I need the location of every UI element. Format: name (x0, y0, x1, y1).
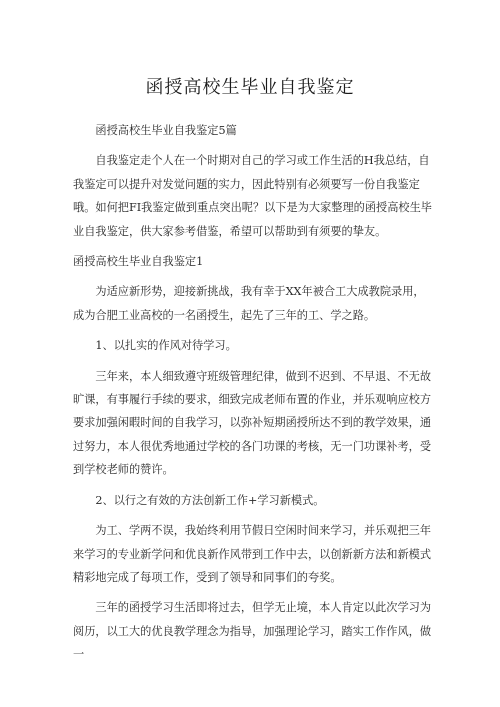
paragraph: 三年的函授学习生活即将过去，但学无止境，本人肯定以此次学习为阅历，以工大的优良教学理念为指导，加强理论学习，踏实工作作风，做一 (73, 601, 432, 662)
point-heading-2: 2、以行之有效的方法创新工作+学习新模式。 (95, 493, 325, 507)
paragraph: 三年来，本人细致遵守班级管理纪律，做到不迟到、不早退、不无故旷课，有事履行手续的要求，细致完成老师布置的作业，并乐观响应校方要求加强闲暇时间的自我学习，以弥补短期函授所达不到的教学效果，通过努力，本人很优秀地通过学校的各门功课的考核，无一门功课补考，受到学校老师的赞许。 (73, 369, 432, 477)
intro-paragraph: 自我鉴定走个人在一个时期对自己的学习或工作生活的H我总结，自我鉴定可以提升对发觉问题的实力，因此特别有必须要写一份自我鉴定哦。如何把FI我鉴定做到重点突出呢？以下是为大家整理的函授高校生毕业自我鉴定，供大家参考借鉴，希望可以帮助到有须要的挚友。 (73, 154, 432, 238)
paragraph: 为工、学两不误，我始终利用节假日空闲时间来学习，并乐观把三年来学习的专业新学问和优良新作风带到工作中去，以创新新方法和新模式精彩地完成了每项工作，受到了领导和同事们的夸奖。 (73, 524, 432, 584)
point-heading-1: 1、以扎实的作风对待学习。 (95, 339, 237, 353)
document-body (73, 119, 433, 674)
paragraph: 为适应新形势，迎接新挑战，我有幸于XX年被合工大成教院录用，成为合肥工业高校的一名函授生，起先了三年的工、学之路。 (73, 285, 425, 322)
section-heading-1: 函授高校生毕业自我鉴定1 (73, 255, 204, 269)
subtitle-line: 函授高校生毕业自我鉴定5篇 (95, 124, 237, 137)
document-title: 函授高校生毕业自我鉴定 (145, 77, 355, 98)
